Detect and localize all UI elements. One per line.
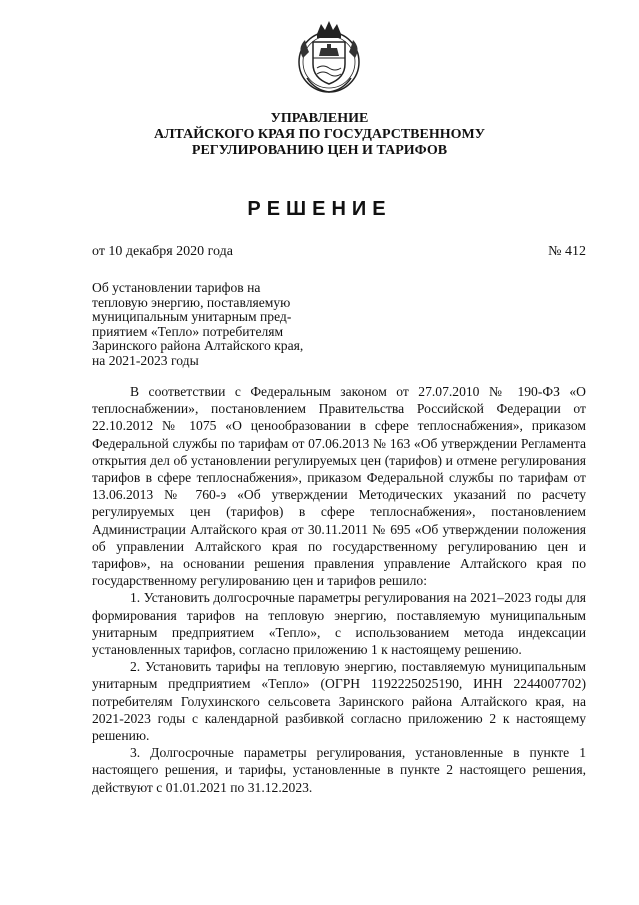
clause-1: 1. Установить долгосрочные параметры регулирования на 2021–2023 годы для формирования тарифов на тепловую энергию, поставляемую муниципальным унитарным предприятием «Тепло», с использованием метода индексации установленных тарифов, согласно приложению 1 к настоящему решению.	[92, 590, 586, 658]
preamble-paragraph: В соответствии с Федеральным законом от 27.07.2010 № 190-ФЗ «О теплоснабжении», постановлением Правительства Российской Федерации от 22.10.2012 № 1075 «О ценообразовании в сфере теплоснабжения», приказом Федеральной службы по тарифам от 07.06.2013 № 163 «Об утверждении Регламента открытия дел об установлении регулируемых цен (тарифов) и отмене регулирования тарифов в сфере теплоснабжения», приказом Федеральной службы по тарифам от 13.06.2013 № 760-э «Об утверждении Методических указаний по расчету регулируемых цен (тарифов) в сфере теплоснабжения», постановлением Администрации Алтайского края от 30.11.2011 № 695 «Об утверждении положения об управлении Алтайского края по государственному регулированию цен и тарифов», на основании решения правления управление Алтайского края по государственному регулированию цен и тарифов решило:	[92, 384, 586, 589]
subject-line: муниципальным унитарным пред-	[92, 309, 292, 324]
authority-line-1: УПРАВЛЕНИЕ	[270, 111, 369, 126]
document-body	[92, 383, 586, 796]
issuing-authority	[0, 111, 639, 159]
subject-line: Об установлении тарифов на	[92, 280, 261, 295]
subject-line: приятием «Тепло» потребителям	[92, 323, 284, 339]
subject-line: на 2021-2023 годы	[92, 352, 199, 368]
document-date: от 10 декабря 2020 года	[92, 244, 233, 259]
clause-3: 3. Долгосрочные параметры регулирования, установленные в пункте 1 настоящего решения, и тарифы, установленные в пункте 2 настоящего решения, действуют с 01.01.2021 по 31.12.2023.	[92, 745, 586, 795]
document-number: № 412	[548, 244, 586, 259]
subject-line: Заринского района Алтайского края,	[92, 338, 304, 353]
subject-line: тепловую энергию, поставляемую	[92, 294, 291, 310]
document-type: РЕШЕНИЕ	[247, 198, 392, 220]
authority-line-2: АЛТАЙСКОГО КРАЯ ПО ГОСУДАРСТВЕННОМУ	[154, 127, 485, 142]
document-subject	[92, 281, 342, 368]
clause-2: 2. Установить тарифы на тепловую энергию, поставляемую муниципальным унитарным предприятием «Тепло» (ОГРН 1192225025190, ИНН 2244007702) потребителям Голухинского сельсовета Заринского района Алтайского края, на 2021-2023 годы с календарной разбивкой согласно приложению 2 к настоящему решению.	[92, 659, 586, 744]
authority-line-3: РЕГУЛИРОВАНИЮ ЦЕН И ТАРИФОВ	[191, 143, 448, 158]
coat-of-arms-icon	[293, 18, 365, 98]
